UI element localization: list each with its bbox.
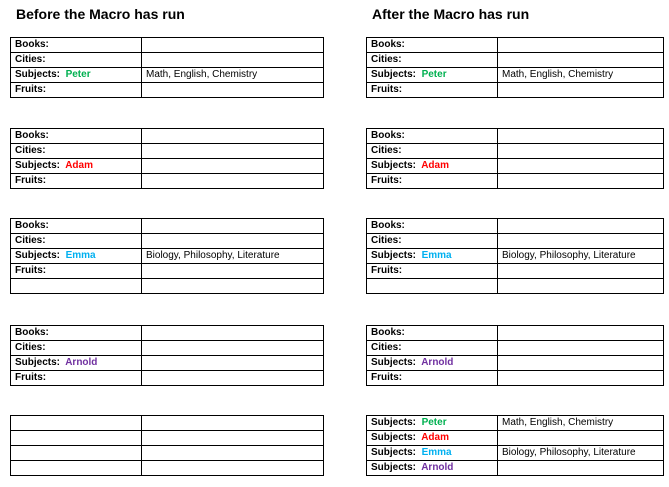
books-value xyxy=(142,219,324,234)
books-value xyxy=(498,326,664,341)
books-value xyxy=(142,326,324,341)
subjects-label: Subjects: Peter xyxy=(11,68,142,83)
before-heading: Before the Macro has run xyxy=(16,6,185,22)
fruits-value xyxy=(142,174,324,189)
cities-value xyxy=(142,341,324,356)
cities-label: Cities: xyxy=(11,341,142,356)
person-name-adam: Adam xyxy=(421,160,449,171)
empty-cell xyxy=(11,446,142,461)
subjects-value: Biology, Philosophy, Literature xyxy=(142,249,324,264)
before-table-arnold xyxy=(10,325,324,386)
after-table-adam xyxy=(366,128,664,189)
fruits-label: Fruits: xyxy=(11,264,142,279)
books-label: Books: xyxy=(367,129,498,144)
fruits-label: Fruits: xyxy=(367,83,498,98)
subjects-label: Subjects: Arnold xyxy=(367,461,498,476)
empty-cell xyxy=(142,431,324,446)
subjects-label: Subjects: Arnold xyxy=(367,356,498,371)
empty-cell xyxy=(11,431,142,446)
subjects-value: Math, English, Chemistry xyxy=(142,68,324,83)
before-table-peter xyxy=(10,37,324,98)
subjects-label: Subjects: Adam xyxy=(367,159,498,174)
fruits-label: Fruits: xyxy=(367,264,498,279)
cities-label: Cities: xyxy=(367,53,498,68)
cities-value xyxy=(498,234,664,249)
person-name-adam: Adam xyxy=(65,160,93,171)
subjects-label: Subjects: Arnold xyxy=(11,356,142,371)
subjects-label: Subjects: Adam xyxy=(11,159,142,174)
fruits-value xyxy=(142,264,324,279)
fruits-label: Fruits: xyxy=(367,371,498,386)
books-label: Books: xyxy=(11,326,142,341)
fruits-value xyxy=(498,264,664,279)
fruits-value xyxy=(498,174,664,189)
subjects-value xyxy=(142,159,324,174)
books-value xyxy=(498,219,664,234)
cities-value xyxy=(498,144,664,159)
subjects-label: Subjects: Emma xyxy=(11,249,142,264)
person-name-emma: Emma xyxy=(421,250,452,261)
cities-value xyxy=(142,234,324,249)
books-value xyxy=(498,38,664,53)
after-heading: After the Macro has run xyxy=(372,6,530,22)
empty-cell xyxy=(11,279,142,294)
fruits-value xyxy=(498,83,664,98)
person-name-emma: Emma xyxy=(65,250,96,261)
subjects-value xyxy=(498,431,664,446)
person-name-arnold: Arnold xyxy=(421,357,454,368)
after-table-peter xyxy=(366,37,664,98)
fruits-value xyxy=(142,371,324,386)
books-value xyxy=(142,38,324,53)
fruits-label: Fruits: xyxy=(11,174,142,189)
subjects-value: Math, English, Chemistry xyxy=(498,68,664,83)
empty-cell xyxy=(142,416,324,431)
cities-label: Cities: xyxy=(367,341,498,356)
cities-label: Cities: xyxy=(367,144,498,159)
books-label: Books: xyxy=(11,38,142,53)
subjects-value: Biology, Philosophy, Literature xyxy=(498,446,664,461)
books-label: Books: xyxy=(11,219,142,234)
empty-cell xyxy=(11,416,142,431)
empty-cell xyxy=(498,279,664,294)
books-value xyxy=(142,129,324,144)
cities-value xyxy=(142,53,324,68)
subjects-value xyxy=(498,461,664,476)
cities-value xyxy=(498,341,664,356)
empty-cell xyxy=(11,461,142,476)
after-table-emma xyxy=(366,218,664,294)
person-name-adam: Adam xyxy=(421,432,449,443)
person-name-emma: Emma xyxy=(421,447,452,458)
cities-label: Cities: xyxy=(11,144,142,159)
subjects-value xyxy=(498,159,664,174)
subjects-label: Subjects: Emma xyxy=(367,446,498,461)
subjects-value xyxy=(498,356,664,371)
empty-cell xyxy=(367,279,498,294)
subjects-label: Subjects: Emma xyxy=(367,249,498,264)
cities-label: Cities: xyxy=(11,53,142,68)
empty-cell xyxy=(142,279,324,294)
person-name-peter: Peter xyxy=(421,417,447,428)
books-label: Books: xyxy=(367,326,498,341)
after-table-summary xyxy=(366,415,664,476)
empty-cell xyxy=(142,461,324,476)
cities-label: Cities: xyxy=(11,234,142,249)
before-table-emma xyxy=(10,218,324,294)
fruits-label: Fruits: xyxy=(11,83,142,98)
fruits-label: Fruits: xyxy=(11,371,142,386)
person-name-peter: Peter xyxy=(421,69,447,80)
empty-cell xyxy=(142,446,324,461)
fruits-value xyxy=(142,83,324,98)
subjects-label: Subjects: Peter xyxy=(367,68,498,83)
subjects-value: Math, English, Chemistry xyxy=(498,416,664,431)
books-label: Books: xyxy=(11,129,142,144)
person-name-arnold: Arnold xyxy=(65,357,98,368)
fruits-label: Fruits: xyxy=(367,174,498,189)
subjects-label: Subjects: Adam xyxy=(367,431,498,446)
cities-value xyxy=(498,53,664,68)
subjects-value: Biology, Philosophy, Literature xyxy=(498,249,664,264)
subjects-label: Subjects: Peter xyxy=(367,416,498,431)
before-table-adam xyxy=(10,128,324,189)
fruits-value xyxy=(498,371,664,386)
after-table-arnold xyxy=(366,325,664,386)
books-label: Books: xyxy=(367,219,498,234)
books-label: Books: xyxy=(367,38,498,53)
books-value xyxy=(498,129,664,144)
person-name-peter: Peter xyxy=(65,69,91,80)
before-table-empty xyxy=(10,415,324,476)
cities-value xyxy=(142,144,324,159)
cities-label: Cities: xyxy=(367,234,498,249)
subjects-value xyxy=(142,356,324,371)
person-name-arnold: Arnold xyxy=(421,462,454,473)
